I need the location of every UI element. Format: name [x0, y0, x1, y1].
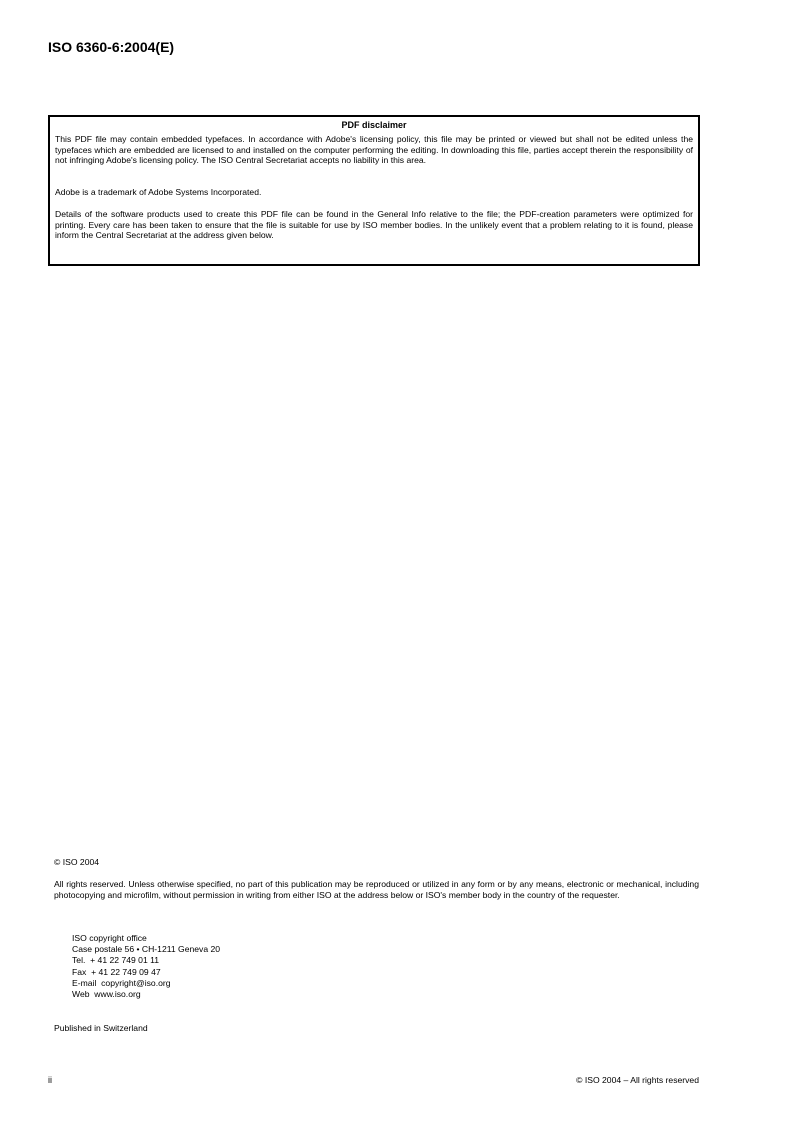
address-office: ISO copyright office	[72, 933, 147, 943]
copyright-line: © ISO 2004	[54, 857, 100, 867]
disclaimer-paragraph-software: Details of the software products used to create this PDF file can be found in the General Info relative to the file; the PDF-creation parameters were optimized for printing. Every care has been taken to ensure that the file is suitable for use by ISO member bodies. In the unlikely event that a problem relating to it is found, please inform the Central Secretariat at the address given below.	[55, 209, 693, 241]
address-postal: Case postale 56 • CH-1211 Geneva 20	[72, 944, 221, 955]
address-web: Web www.iso.org	[72, 989, 141, 1000]
copyright-office-address	[72, 933, 220, 1000]
address-email: E-mail copyright@iso.org	[72, 977, 171, 988]
disclaimer-title: PDF disclaimer	[341, 120, 407, 130]
address-tel: Tel. + 41 22 749 01 11	[72, 955, 160, 966]
pdf-disclaimer-box	[48, 115, 700, 266]
disclaimer-paragraph-typefaces: This PDF file may contain embedded typefaces. In accordance with Adobe's licensing policy, this file may be printed or viewed but shall not be edited unless the typefaces which are embedded are licensed to and installed on the computer performing the editing. In downloading this file, parties accept therein the responsibility of not infringing Adobe's licensing policy. The ISO Central Secretariat accepts no liability in this area.	[55, 134, 693, 166]
page-number: ii	[48, 1075, 52, 1085]
footer-rights-notice: © ISO 2004 – All rights reserved	[576, 1075, 699, 1085]
disclaimer-paragraph-trademark: Adobe is a trademark of Adobe Systems Incorporated.	[55, 187, 262, 197]
address-fax: Fax + 41 22 749 09 47	[72, 966, 161, 977]
published-location: Published in Switzerland	[54, 1023, 148, 1033]
document-id-header: ISO 6360-6:2004(E)	[48, 39, 175, 55]
rights-reserved-paragraph: All rights reserved. Unless otherwise specified, no part of this publication may be reproduced or utilized in any form or by any means, electronic or mechanical, including photocopying and microfilm, without permission in writing from either ISO at the address below or ISO's member body in the country of the requester.	[54, 879, 699, 900]
